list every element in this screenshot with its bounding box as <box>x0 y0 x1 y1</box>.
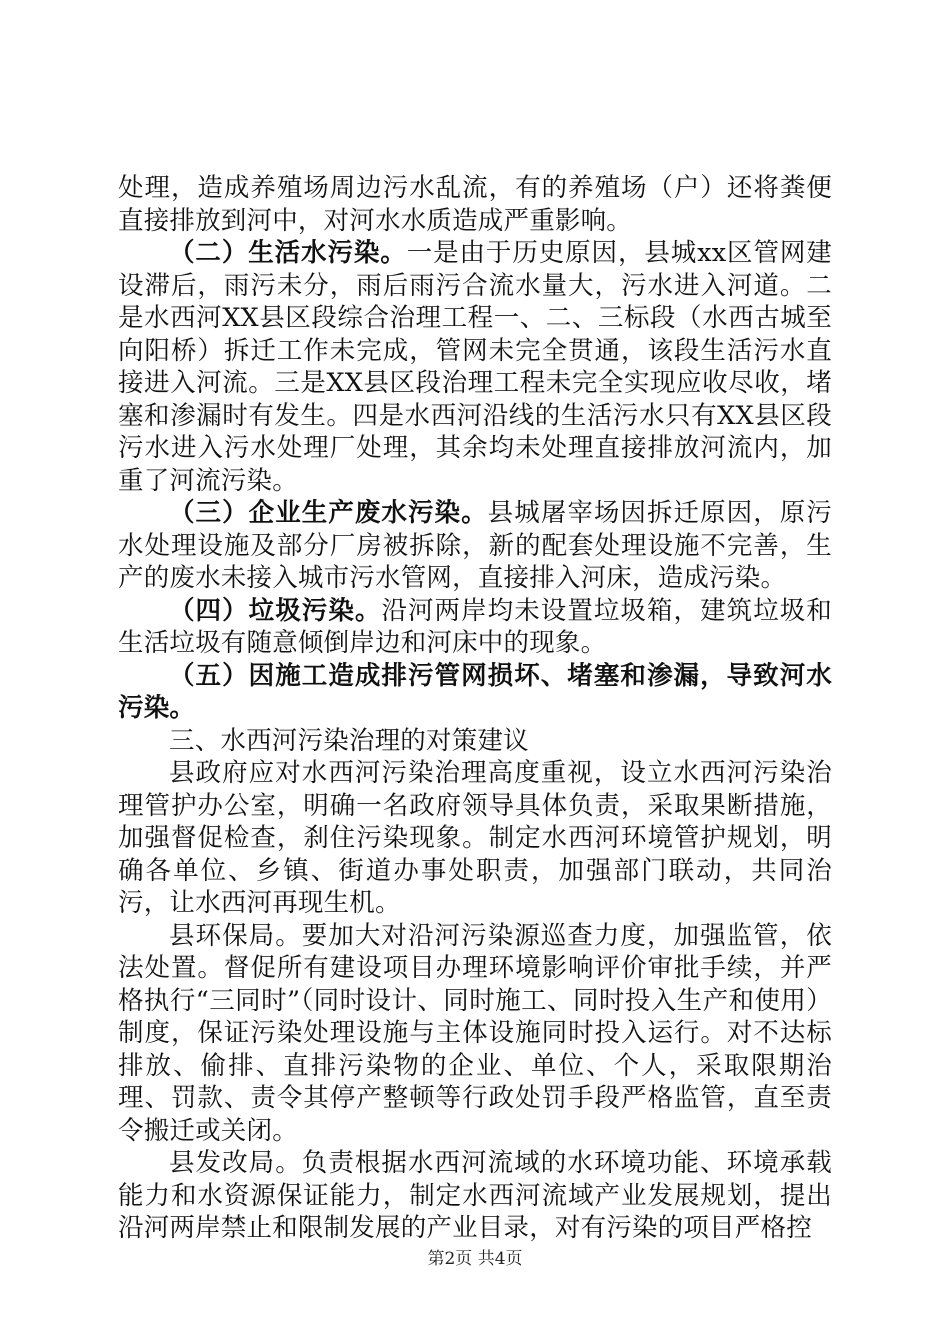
page-footer: 第2页 共4页 <box>427 1249 523 1269</box>
paragraph-industrial-wastewater <box>118 497 832 595</box>
paragraph-continued <box>118 172 832 237</box>
subheading: （三）企业生产废水污染。 <box>169 498 488 528</box>
paragraph-development-bureau <box>118 1147 832 1245</box>
document-body <box>118 172 832 1245</box>
paragraph-text: 县城屠宰场因拆迁原因，原污水处理设施及部分厂房被拆除，新的配套处理设施不完善，生产的废水未接入城市污水管网，直接排入河床，造成污染。 <box>118 498 832 593</box>
subheading: （五）因施工造成排污管网损坏、堵塞和渗漏，导致河水污染。 <box>118 660 832 723</box>
paragraph-garbage <box>118 595 832 660</box>
paragraph-construction-damage <box>118 660 832 725</box>
subheading: （二）生活水污染。 <box>169 238 407 268</box>
paragraph-text: 沿河两岸均未设置垃圾箱，建筑垃圾和生活垃圾有随意倾倒岸边和河床中的现象。 <box>118 595 832 658</box>
paragraph-county-government <box>118 757 832 920</box>
paragraph-text: 县发改局。负责根据水西河流域的水环境功能、环境承载能力和水资源保证能力，制定水西河流域产业发展规划，提出沿河两岸禁止和限制发展的产业目录，对有污染的项目严格控 <box>118 1148 832 1243</box>
paragraph-text: 一是由于历史原因，县城xx区管网建设滞后，雨污未分，雨后雨污合流水量大，污水进入河道。二是水西河XX县区段综合治理工程一、二、三标段（水西古城至向阳桥）拆迁工作未完成，管网未完全贯通，该段生活污水直接进入河流。三是XX县区段治理工程未完全实现应收尽收，堵塞和渗漏时有发生。四是水西河沿线的生活污水只有XX县区段污水进入污水处理厂处理，其余均未处理直接排放河流内，加重了河流污染。 <box>118 238 832 496</box>
subheading: （四）垃圾污染。 <box>169 595 382 626</box>
section-heading <box>118 725 832 758</box>
paragraph-domestic-sewage <box>118 237 832 497</box>
section-title: 三、水西河污染治理的对策建议 <box>169 725 529 756</box>
paragraph-environmental-bureau <box>118 920 832 1148</box>
paragraph-text: 处理，造成养殖场周边污水乱流，有的养殖场（户）还将粪便直接排放到河中，对河水水质造成严重影响。 <box>118 173 832 236</box>
paragraph-text: 县政府应对水西河污染治理高度重视，设立水西河污染治理管护办公室，明确一名政府领导具体负责，采取果断措施，加强督促检查，刹住污染现象。制定水西河环境管护规划，明确各单位、乡镇、街道办事处职责，加强部门联动，共同治污，让水西河再现生机。 <box>118 758 832 918</box>
paragraph-text: 县环保局。要加大对沿河污染源巡查力度，加强监管，依法处置。督促所有建设项目办理环境影响评价审批手续，并严格执行“三同时”（同时设计、同时施工、同时投入生产和使用）制度，保证污染处理设施与主体设施同时投入运行。对不达标排放、偷排、直排污染物的企业、单位、个人，采取限期治理、罚款、责令其停产整顿等行政处罚手段严格监管，直至责令搬迁或关闭。 <box>118 920 832 1146</box>
